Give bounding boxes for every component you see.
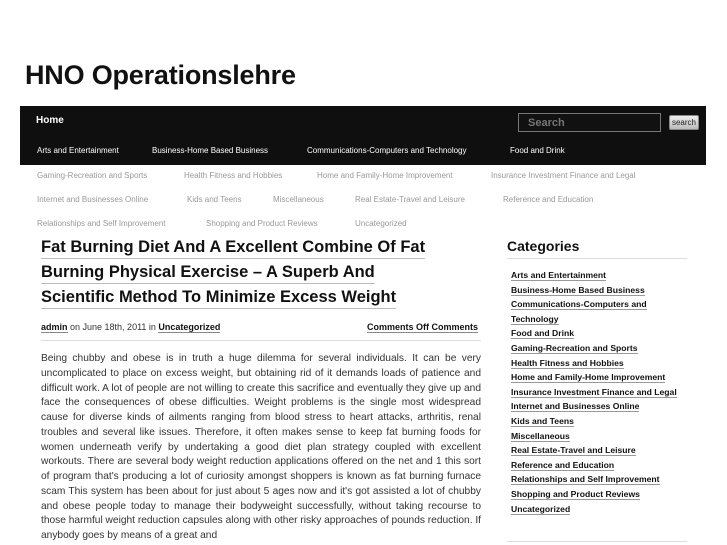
sidebar-item[interactable]: Reference and Education: [511, 459, 615, 470]
sidebar-item[interactable]: Health Fitness and Hobbies: [511, 357, 624, 368]
sidebar-divider: [507, 258, 687, 259]
nav-home-link[interactable]: Home: [36, 115, 64, 126]
nav-item-internet[interactable]: Internet and Businesses Online: [37, 195, 149, 204]
nav-item-food[interactable]: Food and Drink: [510, 146, 565, 155]
post-title-line-3[interactable]: Scientific Method To Minimize Excess Weight: [41, 288, 396, 309]
nav-item-health[interactable]: Health Fitness and Hobbies: [184, 171, 283, 180]
nav-item-kids[interactable]: Kids and Teens: [187, 195, 242, 204]
post-author-link[interactable]: admin: [41, 322, 68, 332]
sidebar-item[interactable]: Home and Family-Home Improvement: [511, 372, 666, 383]
sidebar-category-list: [511, 268, 689, 516]
nav-item-relationships[interactable]: Relationships and Self Improvement: [37, 219, 166, 228]
sidebar-item[interactable]: Gaming-Recreation and Sports: [511, 342, 638, 353]
sidebar-item[interactable]: Uncategorized: [511, 503, 571, 514]
post-title-line-1[interactable]: Fat Burning Diet And A Excellent Combine Of Fat: [41, 238, 425, 259]
sidebar-item[interactable]: Insurance Investment Finance and Legal: [511, 386, 677, 397]
sidebar-item[interactable]: Shopping and Product Reviews: [511, 488, 640, 499]
sidebar-item[interactable]: Business-Home Based Business: [511, 284, 645, 295]
sidebar-item[interactable]: Communications-Computers and: [511, 299, 647, 310]
nav-item-real-estate[interactable]: Real Estate-Travel and Leisure: [355, 195, 465, 204]
post-meta-divider: [41, 340, 481, 341]
post-body: Being chubby and obese is in truth a huge dilemma for several individuals. It can be very uncomplicated to place on excess weight, but obtaining rid of it demands loads of patience and difficult work. A lot of people are not willing to create this sacrifice and eventually they give up and face the consequences of obese difficulties. Weight problems is the single most widespread cause for diverse kinds of ailments ranging from blood stress to heart attacks, arthritis, renal troubles and several like issues. Therefore, it often makes sense to keep fat burning foods for women underneath verify by undertaking a good diet plan strategy coupled with excellent workouts. There are several body weight reduction applications offered on the net and 1 this sort of program that's producing a lot of curiosity amongst shoppers is known as fat burning furnace scam This system has been about for just about 5 ages now and it's got assisted a lot of chubby and obese people today to manage their bodyweight successfully, without taking recourse to those harmful weight reduction capsules along with other risky approaches of pounds reduction. If anybody goes by means of a great and: [41, 353, 482, 541]
nav-item-business[interactable]: Business-Home Based Business: [152, 146, 269, 155]
nav-item-reference[interactable]: Reference and Education: [503, 195, 594, 204]
sidebar-item[interactable]: Arts and Entertainment: [511, 270, 607, 280]
nav-item-communications[interactable]: Communications-Computers and Technology: [307, 146, 467, 155]
sidebar-item[interactable]: Food and Drink: [511, 328, 575, 339]
site-title[interactable]: HNO Operationslehre: [25, 60, 296, 90]
nav-item-uncategorized[interactable]: Uncategorized: [355, 219, 407, 228]
sidebar-item[interactable]: Relationships and Self Improvement: [511, 474, 660, 485]
sidebar-bottom-divider: [507, 541, 687, 542]
sidebar-heading: Categories: [507, 238, 580, 254]
nav-item-insurance[interactable]: Insurance Investment Finance and Legal: [491, 171, 636, 180]
nav-item-shopping[interactable]: Shopping and Product Reviews: [206, 219, 318, 228]
sidebar-item[interactable]: Kids and Teens: [511, 415, 574, 426]
post-comments-link[interactable]: Comments Off Comments: [367, 322, 479, 332]
post-date: on June 18th, 2011 in: [67, 322, 159, 332]
sidebar-item[interactable]: Technology: [511, 313, 559, 324]
search-input[interactable]: [518, 113, 661, 132]
search-button[interactable]: search: [669, 115, 699, 130]
nav-item-misc[interactable]: Miscellaneous: [273, 195, 324, 204]
post-category-link[interactable]: Uncategorized: [158, 322, 221, 332]
nav-item-arts[interactable]: Arts and Entertainment: [37, 146, 119, 155]
sidebar-item[interactable]: Miscellaneous: [511, 430, 570, 441]
sidebar-item[interactable]: Internet and Businesses Online: [511, 401, 640, 412]
post-meta: [41, 322, 220, 332]
primary-category-menu: [20, 146, 706, 160]
sidebar-item[interactable]: Real Estate-Travel and Leisure: [511, 445, 636, 456]
post-title-line-2[interactable]: Burning Physical Exercise – A Superb And: [41, 263, 375, 284]
nav-item-gaming[interactable]: Gaming-Recreation and Sports: [37, 171, 148, 180]
nav-item-home-family[interactable]: Home and Family-Home Improvement: [317, 171, 453, 180]
primary-navigation: [20, 106, 706, 165]
